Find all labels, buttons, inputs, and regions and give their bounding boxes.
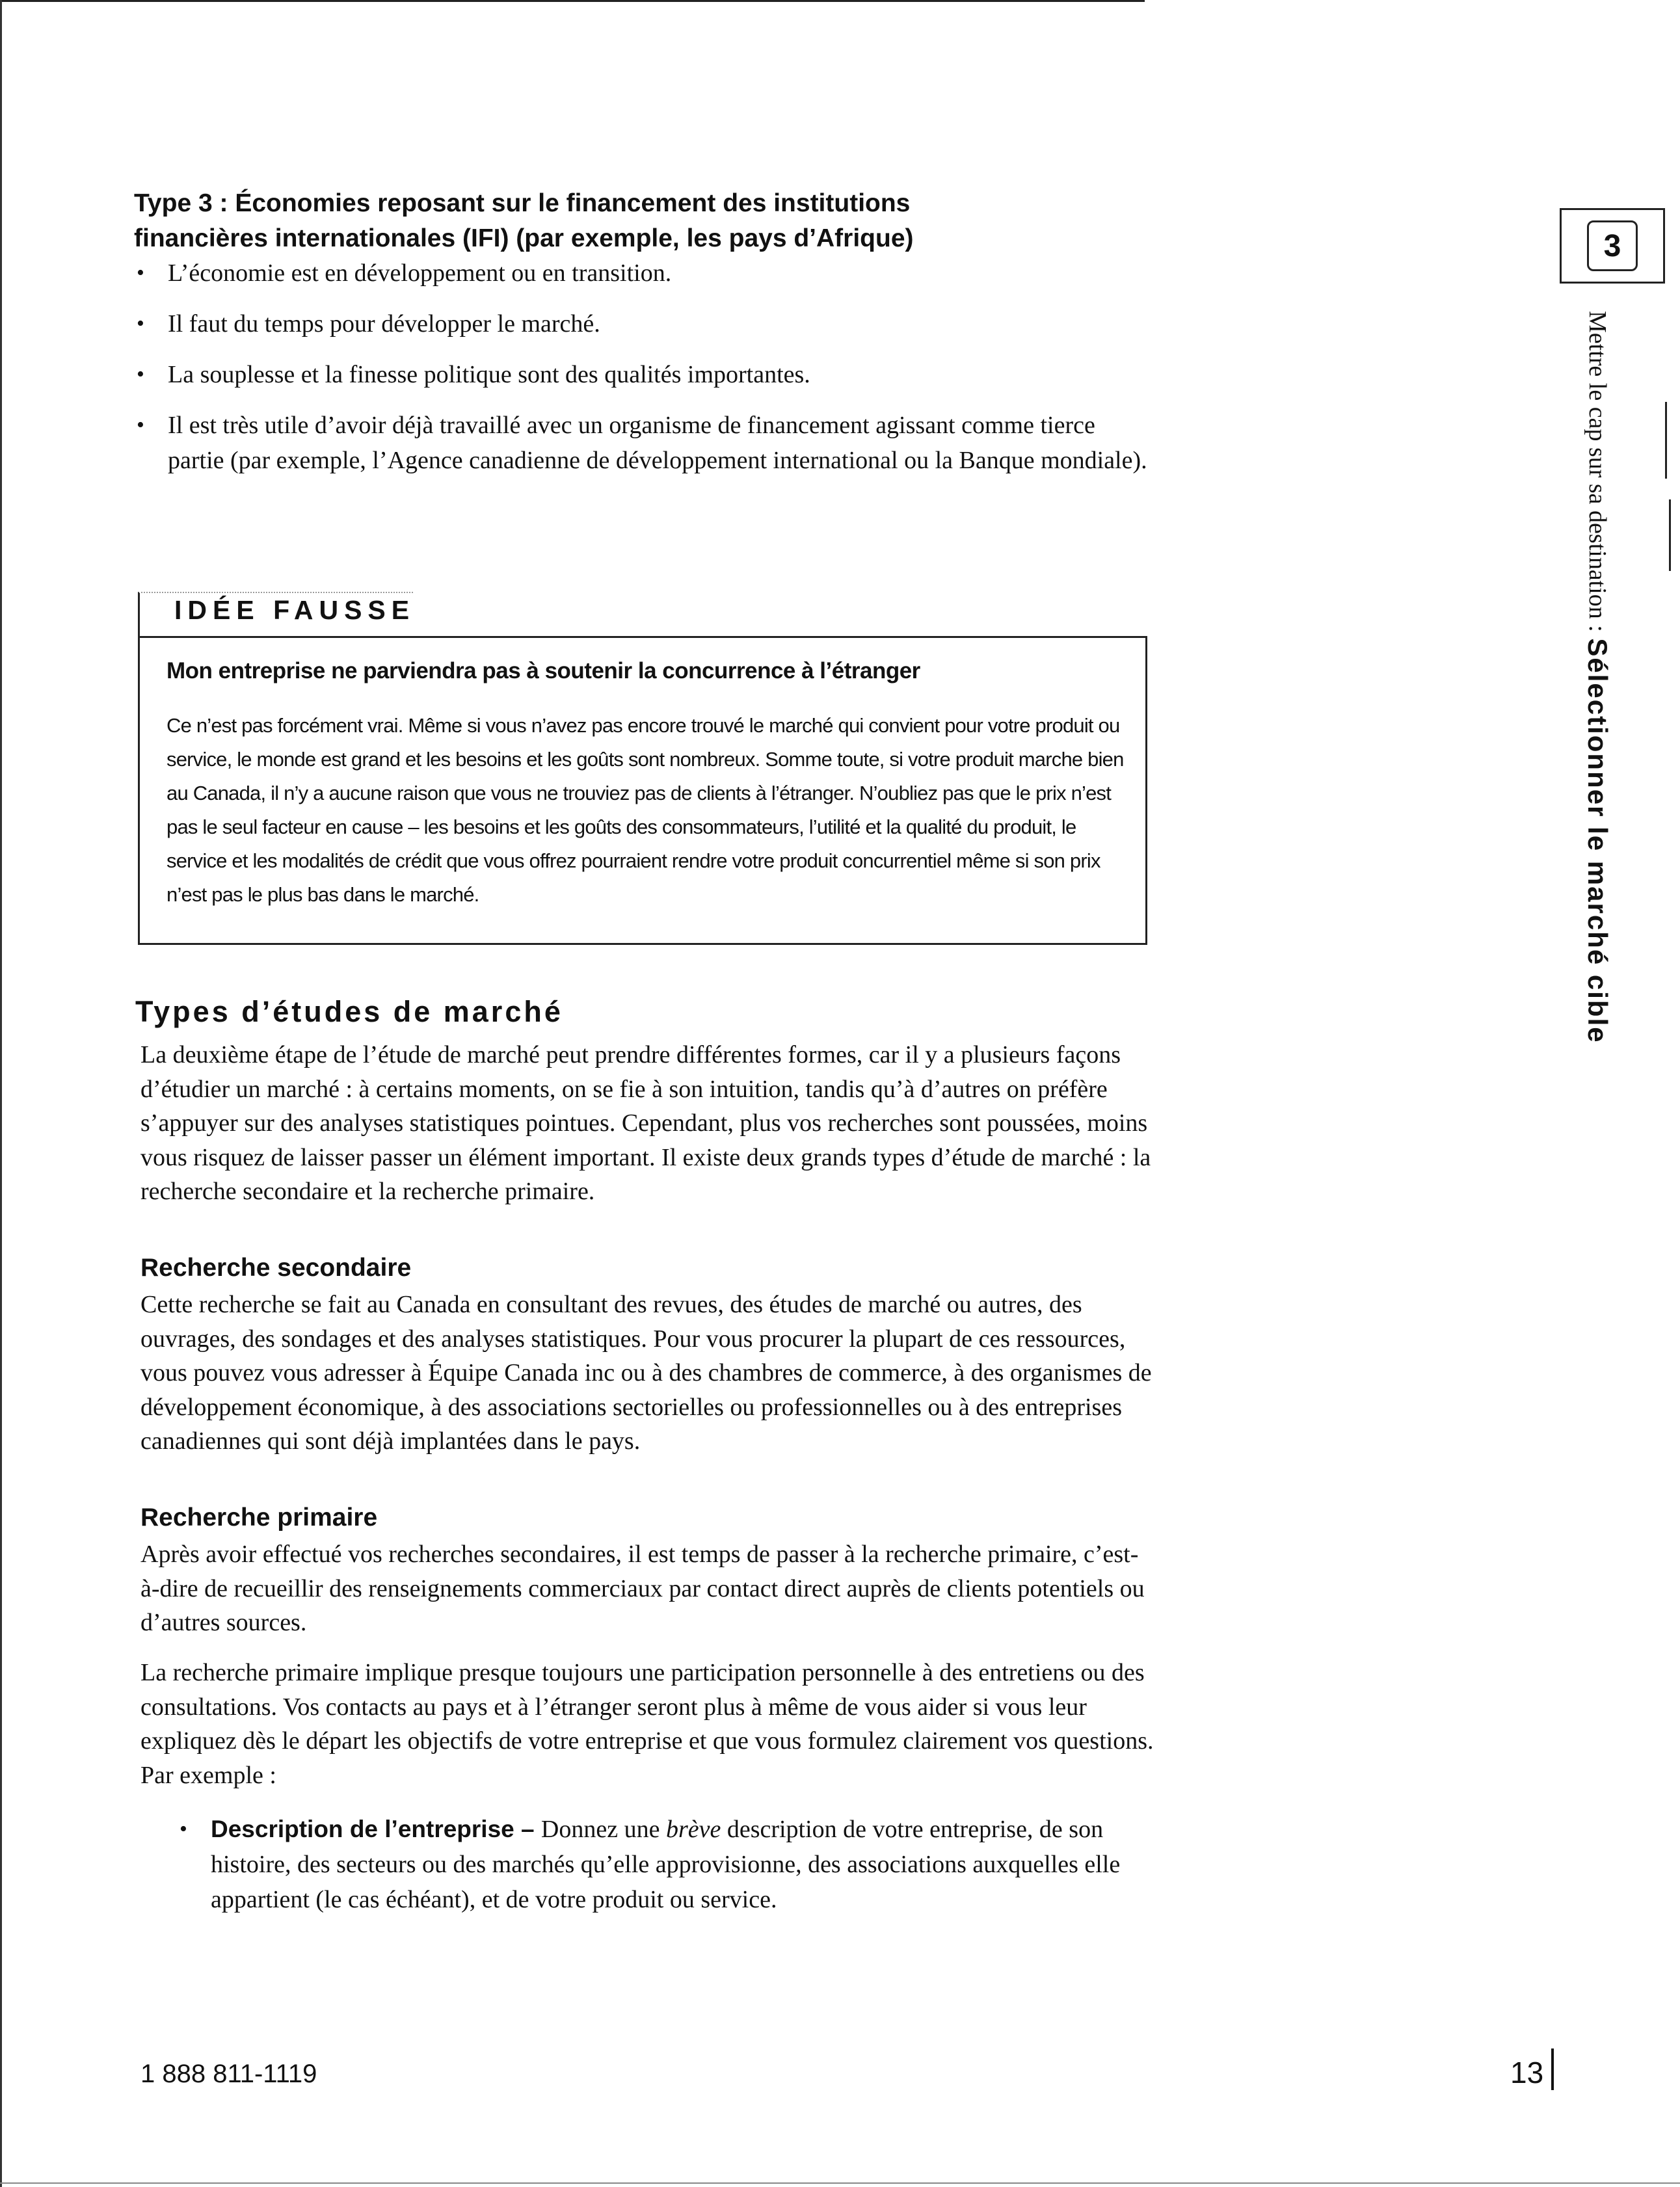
chapter-number: 3 bbox=[1587, 220, 1638, 271]
page-edge-top bbox=[0, 0, 1145, 2]
chapter-badge bbox=[1560, 208, 1665, 284]
bullet-text-before: Donnez une bbox=[540, 1816, 666, 1843]
bullet-term: Description de l’entreprise – bbox=[211, 1816, 541, 1842]
page-number: 13 bbox=[1510, 2056, 1544, 2089]
margin-rule bbox=[1665, 402, 1667, 479]
type3-bullet-list bbox=[134, 256, 1149, 494]
page-edge-bottom bbox=[0, 2182, 1680, 2184]
types-paragraph: La deuxième étape de l’étude de marché peut prendre différentes formes, car il y a plusieurs façons d’étudier un marché : à certains moments, on se fie à son intuition, tandis qu’à d’autres on préfère s’appuyer sur des analyses statistiques pointues. Cependant, plus vos recherches sont poussées, moins vous risquez de laisser passer un élément important. Il existe deux grands types d’étude de marché : la recherche secondaire et la recherche primaire. bbox=[140, 1041, 1151, 1205]
primary-bullet-list bbox=[143, 1812, 1158, 1917]
sidebar-vertical-title bbox=[1582, 311, 1613, 1044]
secondary-paragraph: Cette recherche se fait au Canada en consultant des revues, des études de marché ou autres, des ouvrages, des sondages et des analyses statistiques. Pour vous procurer la plupart de ces ressources, vous pouvez vous adresser à Équipe Canada inc ou à des chambres de commerce, à des organismes de développement économique, à des associations sectorielles ou professionnelles ou à des entreprises canadiennes qui sont déjà implantées dans le pays. bbox=[140, 1291, 1152, 1455]
myth-title: Mon entreprise ne parviendra pas à soutenir la concurrence à l’étranger bbox=[167, 658, 920, 683]
page-edge-left bbox=[0, 0, 2, 2187]
bullet-emphasis: brève bbox=[665, 1816, 721, 1843]
type3-heading bbox=[134, 186, 1110, 256]
myth-label: IDÉE FAUSSE bbox=[174, 595, 416, 625]
footer-phone: 1 888 811-1119 bbox=[140, 2060, 317, 2088]
type3-heading-line1: Type 3 : Économies reposant sur le financement des institutions bbox=[134, 189, 911, 217]
list-item: • Il faut du temps pour développer le marché. bbox=[134, 306, 1149, 341]
myth-body: Ce n’est pas forcément vrai. Même si vous n’avez pas encore trouvé le marché qui convient pour votre produit ou service, le monde est grand et les besoins et les goûts sont nombreux. Somme toute, si votre produit marche bien au Canada, il n’y a aucune raison que vous ne trouviez pas de clients à l’étranger. N’oubliez pas que le prix n’est pas le seul facteur en cause – les besoins et les goûts des consommateurs, l’utilité et la qualité du produit, le service et les modalités de crédit que vous offrez pourraient rendre votre produit concurrentiel même si son prix n’est pas le plus bas dans le marché. bbox=[167, 714, 1124, 906]
secondary-heading: Recherche secondaire bbox=[140, 1254, 412, 1282]
types-heading: Types d’études de marché bbox=[135, 995, 563, 1028]
list-item: • Il est très utile d’avoir déjà travaillé avec un organisme de financement agissant comme tierce partie (par exemple, l’Agence canadienne de développement international ou la Banque mondiale). bbox=[134, 408, 1149, 478]
list-item: • La souplesse et la finesse politique sont des qualités importantes. bbox=[134, 357, 1149, 392]
sidebar-title: Sélectionner le marché cible bbox=[1582, 638, 1613, 1044]
bullet-text-after: description de votre entreprise, de son histoire, des secteurs ou des marchés qu’elle approvisionne, des associations auxquelles elle appartient (le cas échéant), et de votre produit ou service. bbox=[211, 1816, 1121, 1913]
type3-heading-line2: financières internationales (IFI) (par exemple, les pays d’Afrique) bbox=[134, 224, 914, 252]
primary-paragraph-2: La recherche primaire implique presque toujours une participation personnelle à des entretiens ou des consultations. Vos contacts au pays et à l’étranger seront plus à même de vous aider si vous leur expliquez dès le départ les objectifs de votre entreprise et que vous formulez clairement vos questions. Par exemple : bbox=[140, 1659, 1154, 1789]
sidebar-prefix: Mettre le cap sur sa destination : bbox=[1584, 311, 1611, 639]
list-item bbox=[143, 1812, 1158, 1917]
primary-paragraph-1: Après avoir effectué vos recherches secondaires, il est temps de passer à la recherche primaire, c’est-à-dire de recueillir des renseignements commerciaux par contact direct auprès de clients potentiels ou d’autres sources. bbox=[140, 1541, 1145, 1636]
margin-rule bbox=[1669, 499, 1671, 571]
page-number-rule bbox=[1551, 2048, 1554, 2090]
primary-heading: Recherche primaire bbox=[140, 1504, 378, 1531]
list-item: • L’économie est en développement ou en transition. bbox=[134, 256, 1149, 291]
